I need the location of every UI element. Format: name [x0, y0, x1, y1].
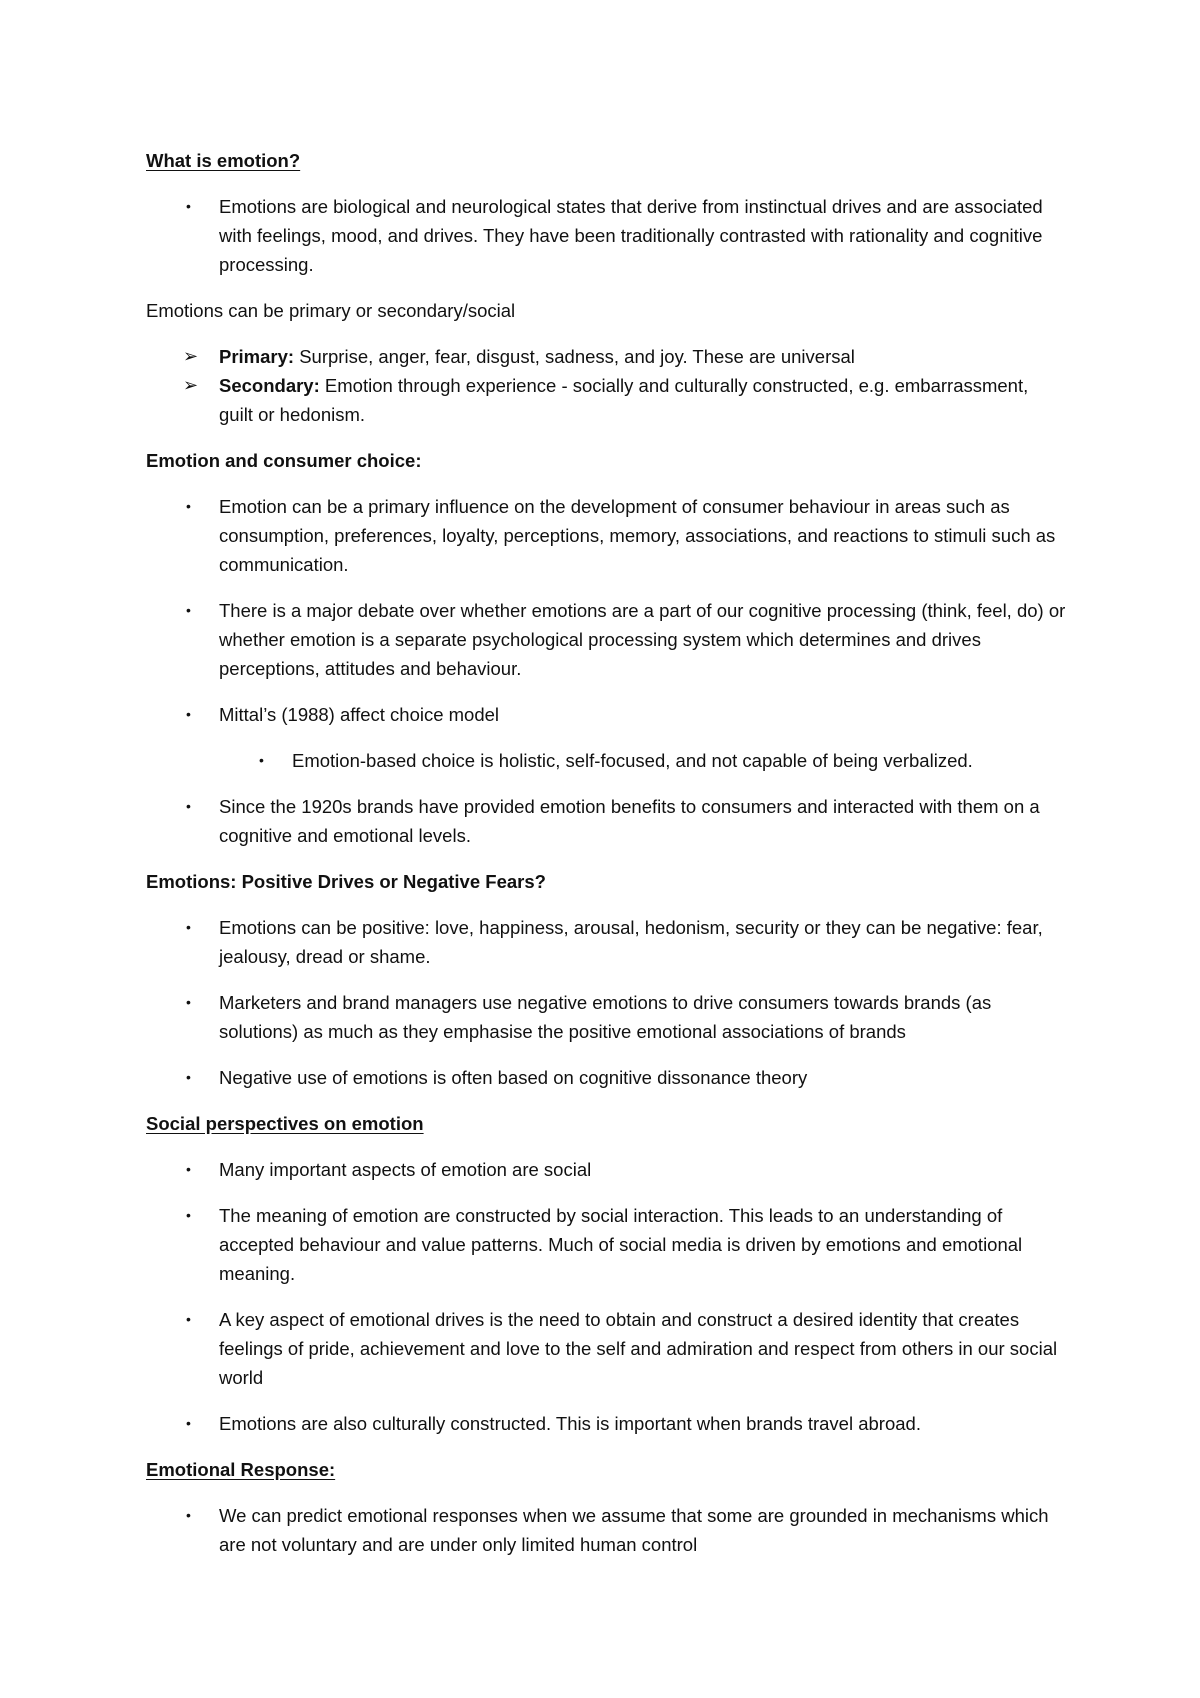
bullet-icon: •: [186, 994, 191, 1010]
document-page: [146, 146, 1066, 1576]
list-item-text: Emotion-based choice is holistic, self-focused, and not capable of being verbalized.: [292, 750, 973, 771]
list-item-text: Emotions are biological and neurological states that derive from instinctual drives and are associated with feelings, mood, and drives. They have been traditionally contrasted with rationality and cognitive processing.: [219, 196, 1043, 275]
list-item-text: Since the 1920s brands have provided emotion benefits to consumers and interacted with them on a cognitive and emotional levels.: [219, 796, 1040, 846]
list-item: [146, 342, 1066, 371]
item-label: Secondary:: [219, 375, 320, 396]
bullet-icon: •: [186, 1415, 191, 1431]
list-item-text: Mittal’s (1988) affect choice model: [219, 704, 500, 725]
list-item: [146, 192, 1066, 279]
heading-emotion-consumer-choice: Emotion and consumer choice:: [146, 450, 422, 471]
list-item-text: Emotions are also culturally constructed. This is important when brands travel abroad.: [219, 1413, 921, 1434]
bullet-icon: •: [186, 498, 191, 514]
bullet-list: [146, 792, 1066, 850]
list-item: [146, 792, 1066, 850]
bullet-list: [146, 192, 1066, 279]
bullet-list: [146, 492, 1066, 729]
list-item: [146, 913, 1066, 971]
list-item-text: We can predict emotional responses when we assume that some are grounded in mechanisms which are not voluntary and are under only limited human control: [219, 1505, 1049, 1555]
bullet-icon: •: [259, 752, 264, 768]
bullet-icon: •: [186, 919, 191, 935]
list-item-text: Many important aspects of emotion are social: [219, 1159, 592, 1180]
heading-social-perspectives: Social perspectives on emotion: [146, 1113, 424, 1134]
heading-emotional-response: Emotional Response:: [146, 1459, 336, 1480]
list-item: [146, 988, 1066, 1046]
list-item: [146, 1409, 1066, 1438]
item-text: Emotion through experience - socially and culturally constructed, e.g. embarrassment, guilt or hedonism.: [219, 375, 1029, 425]
item-label: Primary:: [219, 346, 295, 367]
arrow-list: [146, 342, 1066, 429]
bullet-icon: •: [186, 1161, 191, 1177]
list-item: [146, 596, 1066, 683]
list-item-text: There is a major debate over whether emotions are a part of our cognitive processing (think, feel, do) or whether emotion is a separate psychological processing system which determines and drives perceptions, attitudes and behaviour.: [219, 600, 1066, 679]
bullet-icon: •: [186, 1507, 191, 1523]
bullet-icon: •: [186, 1311, 191, 1327]
bullet-list: [146, 1155, 1066, 1438]
list-item: [146, 1305, 1066, 1392]
list-item-text: Marketers and brand managers use negative emotions to drive consumers towards brands (as solutions) as much as they emphasise the positive emotional associations of brands: [219, 992, 992, 1042]
list-item-text: The meaning of emotion are constructed by social interaction. This leads to an understanding of accepted behaviour and value patterns. Much of social media is driven by emotions and emotional meaning.: [219, 1205, 1023, 1284]
list-item: [146, 492, 1066, 579]
list-item-text: Negative use of emotions is often based on cognitive dissonance theory: [219, 1067, 808, 1088]
arrow-bullet-icon: ➢: [183, 346, 199, 366]
list-item: [146, 746, 1066, 775]
bullet-icon: •: [186, 706, 191, 722]
item-text: Surprise, anger, fear, disgust, sadness, and joy. These are universal: [294, 346, 855, 367]
list-item: [146, 700, 1066, 729]
list-item: [146, 1063, 1066, 1092]
bullet-icon: •: [186, 602, 191, 618]
arrow-bullet-icon: ➢: [183, 375, 199, 395]
list-item-text: A key aspect of emotional drives is the need to obtain and construct a desired identity that creates feelings of pride, achievement and love to the self and admiration and respect from others in our social world: [219, 1309, 1058, 1388]
bullet-icon: •: [186, 198, 191, 214]
paragraph: Emotions can be primary or secondary/social: [146, 300, 516, 321]
list-item-text: Emotions can be positive: love, happiness, arousal, hedonism, security or they can be negative: fear, jealousy, dread or shame.: [219, 917, 1043, 967]
sub-bullet-list: [146, 746, 1066, 775]
bullet-icon: •: [186, 1069, 191, 1085]
list-item: [146, 1501, 1066, 1559]
heading-positive-negative: Emotions: Positive Drives or Negative Fears?: [146, 871, 546, 892]
list-item: [146, 1155, 1066, 1184]
list-item: [146, 371, 1066, 429]
list-item: [146, 1201, 1066, 1288]
bullet-icon: •: [186, 798, 191, 814]
bullet-icon: •: [186, 1207, 191, 1223]
bullet-list: [146, 1501, 1066, 1559]
heading-what-is-emotion: What is emotion?: [146, 150, 301, 171]
bullet-list: [146, 913, 1066, 1092]
list-item-text: Emotion can be a primary influence on the development of consumer behaviour in areas such as consumption, preferences, loyalty, perceptions, memory, associations, and reactions to stimuli such as communication.: [219, 496, 1056, 575]
